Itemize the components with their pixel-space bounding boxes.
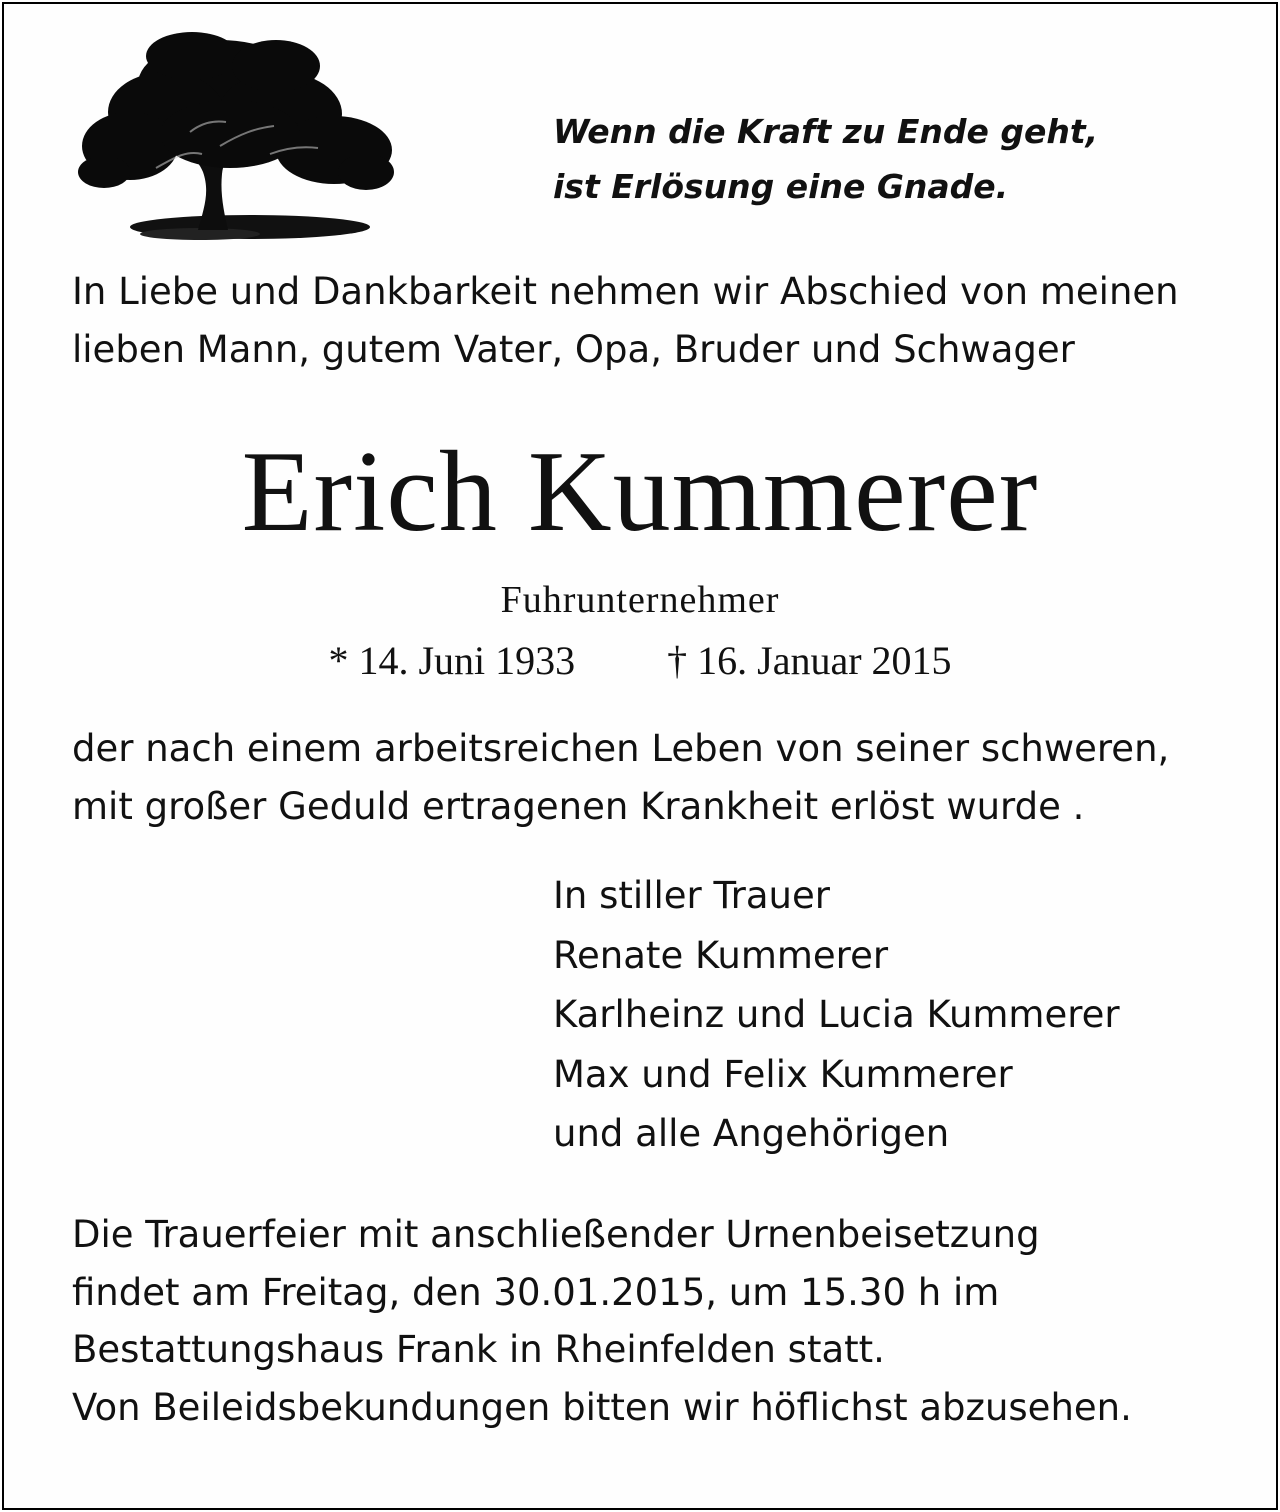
death-date: † 16. Januar 2015 (667, 638, 952, 683)
tree-icon (70, 22, 398, 244)
intro-line: In Liebe und Dankbarkeit nehmen wir Abschied von meinen (72, 270, 1179, 313)
funeral-line: findet am Freitag, den 30.01.2015, um 15.30 h im (72, 1270, 1000, 1314)
mourner-item: Max und Felix Kummerer (553, 1052, 1013, 1096)
intro-text (72, 263, 1179, 378)
birth-date: * 14. Juni 1933 (328, 638, 576, 683)
mourner-item: Renate Kummerer (553, 933, 889, 977)
mourners-list (553, 866, 1120, 1164)
motto-line: Wenn die Kraft zu Ende geht, (553, 112, 1099, 151)
funeral-info (72, 1206, 1132, 1436)
intro-line: lieben Mann, gutem Vater, Opa, Bruder und Schwager (72, 327, 1075, 371)
body-text (72, 720, 1169, 835)
occupation: Fuhrunternehmer (500, 579, 780, 621)
funeral-line: Bestattungshaus Frank in Rheinfelden statt. (72, 1328, 885, 1371)
funeral-line: Die Trauerfeier mit anschließender Urnenbeisetzung (72, 1213, 1040, 1256)
motto-line: ist Erlösung eine Gnade. (553, 167, 1009, 206)
deceased-name: Erich Kummerer (241, 428, 1039, 556)
body-line: mit großer Geduld ertragenen Krankheit erlöst wurde . (72, 784, 1085, 828)
life-dates (0, 635, 1280, 687)
mourner-item: und alle Angehörigen (553, 1112, 950, 1155)
mourners-heading: In stiller Trauer (553, 874, 830, 917)
motto (553, 104, 1193, 214)
funeral-line: Von Beileidsbekundungen bitten wir höflichst abzusehen. (72, 1385, 1132, 1429)
body-line: der nach einem arbeitsreichen Leben von seiner schweren, (72, 727, 1170, 770)
mourner-item: Karlheinz und Lucia Kummerer (553, 993, 1120, 1036)
